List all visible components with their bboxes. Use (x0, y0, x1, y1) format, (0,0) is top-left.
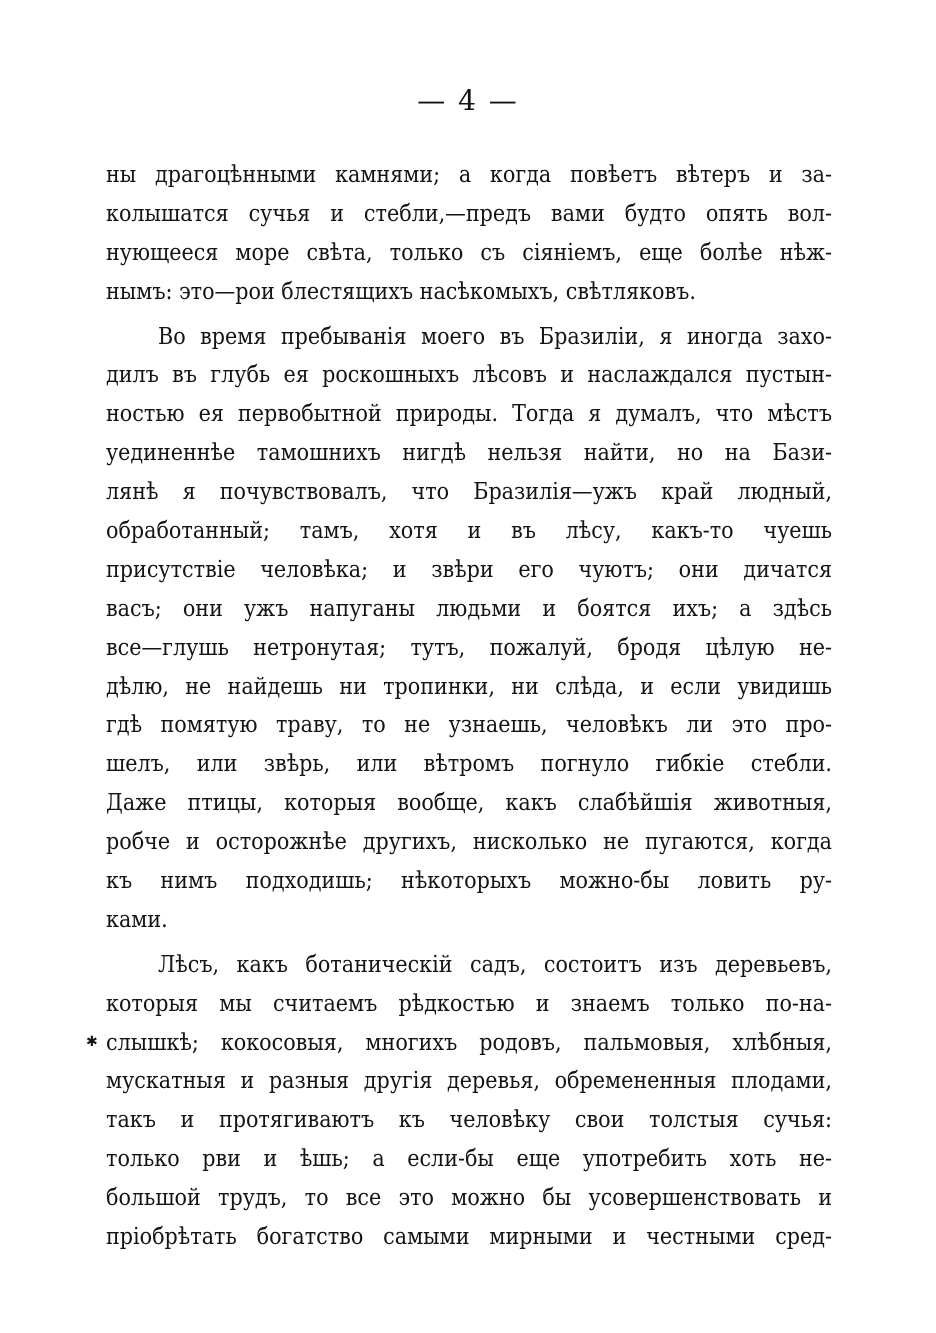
text-line: большой трудъ, то все это можно бы усовершенствовать и (106, 1185, 832, 1212)
text-line: Даже птицы, которыя вообще, какъ слабѣйшія животныя, (106, 790, 832, 817)
text-line: лянѣ я почувствовалъ, что Бразилія—ужъ край людный, (106, 479, 832, 506)
text-line: нующееся море свѣта, только съ сіяніемъ, еще болѣе нѣж- (106, 239, 832, 266)
text-line: только рви и ѣшь; а если-бы еще употребить хоть не- (106, 1146, 832, 1173)
text-line: робче и осторожнѣе другихъ, нисколько не пугаются, когда (106, 829, 832, 856)
text-line: присутствіе человѣка; и звѣри его чуютъ; они дичатся (106, 556, 832, 583)
text-line: слышкѣ; кокосовыя, многихъ родовъ, пальмовыя, хлѣбныя, (106, 1029, 832, 1056)
text-line: Во время пребыванія моего въ Бразиліи, я иногда захо- (158, 323, 832, 350)
body-text (106, 156, 832, 1257)
text-line: ны драгоцѣнными камнями; а когда повѣетъ вѣтеръ и за- (106, 162, 832, 188)
text-line: нымъ: это—рои блестящихъ насѣкомыхъ, свѣтляковъ. (106, 278, 696, 305)
text-line: къ нимъ подходишь; нѣкоторыхъ можно-бы ловить ру- (106, 868, 832, 895)
text-line: которыя мы считаемъ рѣдкостью и знаемъ только по-на- (106, 990, 832, 1017)
text-line: ностью ея первобытной природы. Тогда я думалъ, что мѣстъ (106, 401, 832, 428)
text-line: колышатся сучья и стебли,—предъ вами будто опять вол- (106, 200, 832, 227)
text-line: васъ; они ужъ напуганы людьми и боятся ихъ; а здѣсь (106, 595, 832, 622)
text-line: такъ и протягиваютъ къ человѣку свои толстыя сучья: (106, 1107, 832, 1134)
text-line: все—глушь нетронутая; тутъ, пожалуй, бродя цѣлую не- (106, 634, 832, 661)
text-line: дѣлю, не найдешь ни тропинки, ни слѣда, и если увидишь (106, 673, 832, 700)
text-line: шелъ, или звѣрь, или вѣтромъ погнуло гибкіе стебли. (106, 751, 832, 778)
text-line: дилъ въ глубь ея роскошныхъ лѣсовъ и наслаждался пустын- (106, 362, 832, 389)
text-line: пріобрѣтать богатство самыми мирными и честными сред- (106, 1224, 832, 1251)
text-line: мускатныя и разныя другія деревья, обремененныя плодами, (106, 1068, 832, 1095)
text-line: гдѣ помятую траву, то не узнаешь, человѣкъ ли это про- (106, 712, 832, 739)
text-line: уединеннѣе тамошнихъ нигдѣ нельзя найти, но на Бази- (106, 440, 832, 467)
margin-mark-icon: ✱ (86, 1034, 98, 1050)
text-line: обработанный; тамъ, хотя и въ лѣсу, какъ-то чуешь (106, 518, 832, 545)
page-number: — 4 — (417, 84, 519, 117)
text-line: Лѣсъ, какъ ботаническій садъ, состоитъ изъ деревьевъ, (158, 951, 832, 978)
text-line: ками. (106, 906, 168, 933)
